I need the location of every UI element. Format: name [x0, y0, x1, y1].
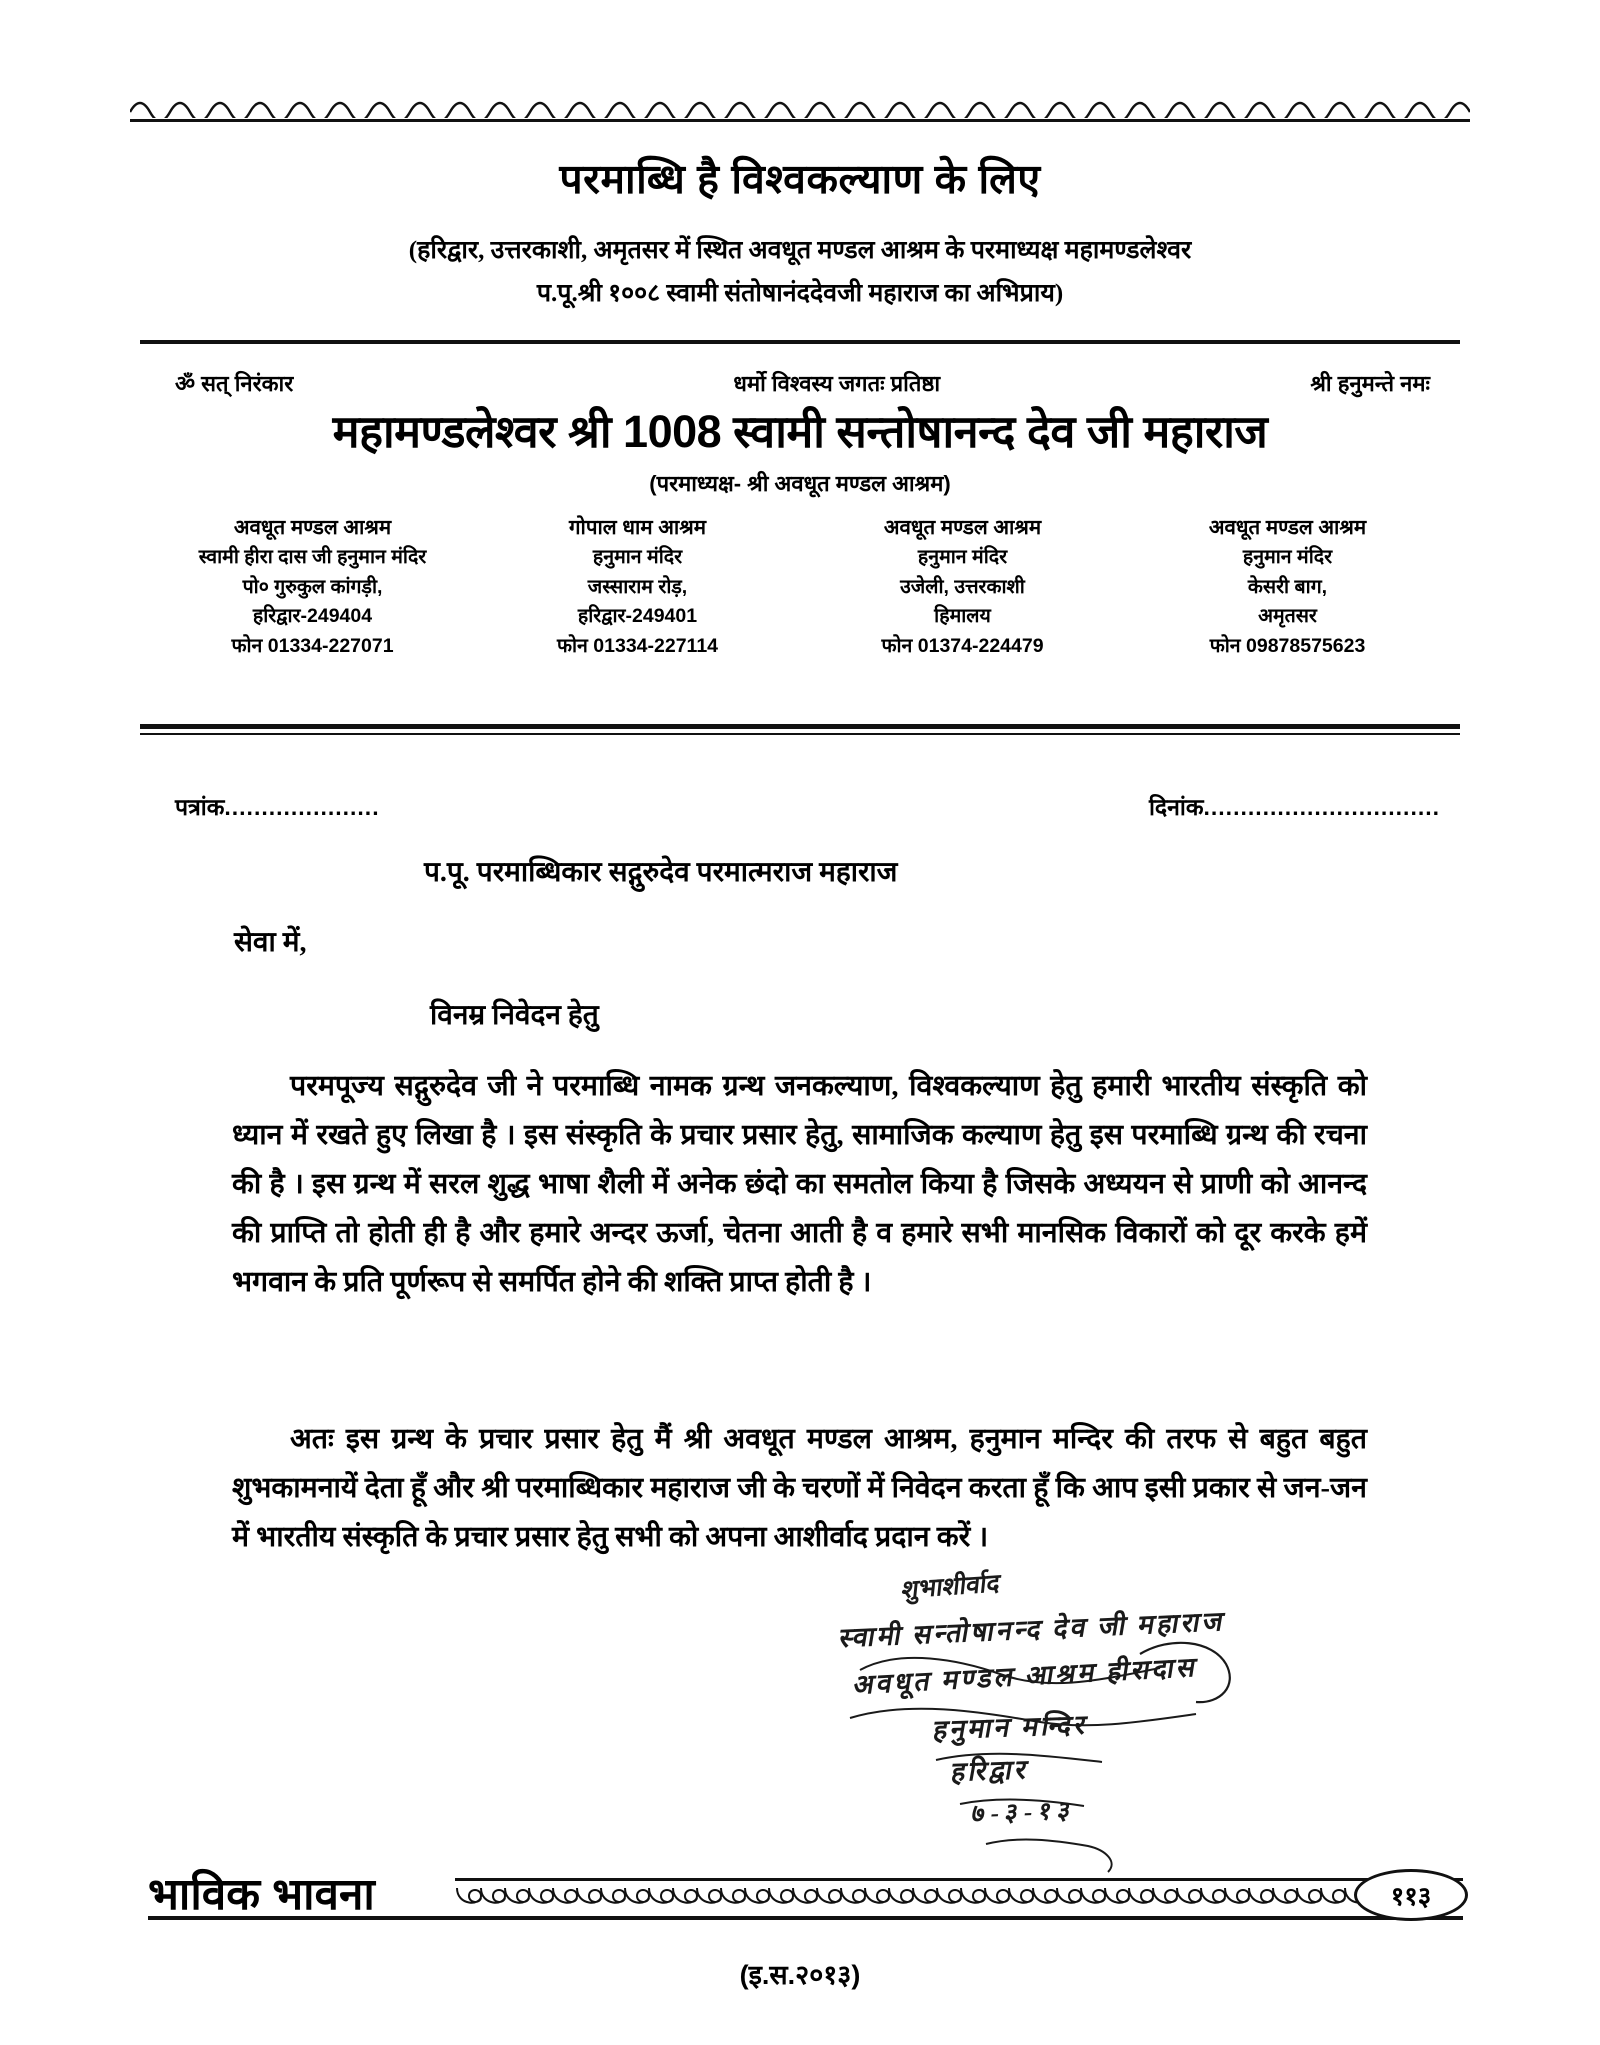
address-column	[1125, 512, 1450, 662]
footer-year: (इ.स.२०१३)	[739, 1960, 861, 1990]
invocation-center: धर्मो विश्वस्य जगतः प्रतिष्ठा	[733, 371, 941, 396]
ashram-line-2: केसरी बाग,	[1247, 575, 1328, 598]
reference-number-label: पत्रांक	[175, 794, 225, 820]
page-subtitle-line-2: प.पू.श्री १००८ स्वामी संतोषानंददेवजी महाराज का अभिप्राय)	[536, 280, 1064, 307]
letterhead-bottom-rule	[140, 724, 1460, 729]
ashram-phone: फोन 09878575623	[1209, 635, 1366, 658]
signature-name: स्वामी सन्तोषानन्द देव जी महाराज	[837, 1606, 1229, 1654]
reference-line	[175, 790, 1440, 822]
footer-rule-top	[455, 1878, 1463, 1881]
letterhead-main-heading: महामण्डलेश्वर श्री 1008 स्वामी सन्तोषानन्द देव जी महाराज	[332, 406, 1268, 457]
date-label: दिनांक	[1148, 794, 1204, 820]
ashram-phone: फोन 01334-227114	[556, 635, 719, 658]
page-title: परमाब्धि है विश्वकल्याण के लिए	[559, 156, 1041, 202]
address-column	[150, 512, 475, 662]
address-column	[800, 512, 1125, 662]
letter-paragraph-1	[232, 1062, 1367, 1307]
ashram-city: हरिद्वार-249404	[252, 605, 373, 628]
letter-paragraph-2-text: अतः इस ग्रन्थ के प्रचार प्रसार हेतु मैं श्री अवधूत मण्डल आश्रम, हनुमान मन्दिर की तरफ से बहुत बहुत शुभकामनायें देता हूँ और श्री परमाब्धिकार महाराज जी के चरणों में निवेदन करता हूँ कि आप इसी प्रकार से जन-जन में भारतीय संस्कृति के प्रचार प्रसार हेतु सभी को अपना आशीर्वाद प्रदान करें ।	[232, 1424, 1367, 1554]
ashram-city: अमृतसर	[1258, 605, 1317, 628]
signature-temple: हनुमान मन्दिर	[931, 1709, 1092, 1746]
reference-number-dots: .....................	[224, 794, 380, 820]
ashram-name: अवधूत मण्डल आश्रम	[233, 516, 392, 539]
date-dots: ................................	[1203, 794, 1440, 820]
footer-rule-bottom	[148, 1916, 1463, 1920]
ashram-name: अवधूत मण्डल आश्रम	[1208, 516, 1367, 539]
signature-city: हरिद्वार	[949, 1754, 1033, 1788]
letter-addressee: प.पू. परमाब्धिकार सद्गुरुदेव परमात्मराज महाराज	[424, 857, 898, 888]
letter-paragraph-1-text: परमपूज्य सद्गुरुदेव जी ने परमाब्धि नामक ग्रन्थ जनकल्याण, विश्वकल्याण हेतु हमारी भारतीय संस्कृति को ध्यान में रखते हुए लिखा है । इस संस्कृति के प्रचार प्रसार हेतु, सामाजिक कल्याण हेतु इस परमाब्धि ग्रन्थ की रचना की है । इस ग्रन्थ में सरल शुद्ध भाषा शैली में अनेक छंदो का समतोल किया है जिसके अध्ययन से प्राणी को आनन्द की प्राप्ति तो होती ही है और हमारे अन्दर ऊर्जा, चेतना आती है व हमारे सभी मानसिक विकारों को दूर करके हमें भगवान के प्रति पूर्णरूप से समर्पित होने की शक्ति प्राप्त होती है ।	[232, 1071, 1367, 1299]
ashram-line-1: हनुमान मंदिर	[1242, 546, 1333, 569]
letter-salutation: सेवा में,	[234, 927, 307, 958]
invocation-right: श्री हनुमन्ते नमः	[1310, 371, 1430, 396]
ashram-line-2: उजेली, उत्तरकाशी	[900, 575, 1025, 598]
letterhead-top-rule	[140, 340, 1460, 344]
signature-date: ७-३-१३	[969, 1797, 1079, 1829]
ashram-phone: फोन 01334-227071	[231, 635, 394, 658]
letterhead-sub-heading: (परमाध्यक्ष- श्री अवधूत मण्डल आश्रम)	[649, 471, 951, 496]
ashram-line-1: हनुमान मंदिर	[917, 546, 1008, 569]
ashram-name: अवधूत मण्डल आश्रम	[883, 516, 1042, 539]
handwritten-signature-block	[837, 1570, 1360, 1870]
footer-brand: भाविक भावना	[148, 1870, 375, 1919]
letter-subject: विनम्र निवेदन हेतु	[430, 1000, 599, 1031]
letterhead-bottom-rule-thin	[140, 733, 1460, 735]
ashram-line-1: स्वामी हीरा दास जी हनुमान मंदिर	[198, 546, 427, 569]
ashram-city: हरिद्वार-249401	[577, 605, 698, 628]
ashram-phone: फोन 01374-224479	[881, 635, 1044, 658]
ashram-line-2: जस्साराम रोड़,	[587, 575, 688, 598]
date-field	[1149, 790, 1440, 822]
page-subtitle-line-1: (हरिद्वार, उत्तरकाशी, अमृतसर में स्थित अवधूत मण्डल आश्रम के परमाध्यक्ष महामण्डलेश्वर	[408, 237, 1192, 264]
ashram-city: हिमालय	[934, 605, 991, 628]
ashram-line-2: पो० गुरुकुल कांगड़ी,	[242, 575, 383, 598]
page-number-badge: ११३	[1354, 1869, 1468, 1921]
signature-ashram: अवधूत मण्डल आश्रम हीरादास	[851, 1651, 1202, 1701]
letterhead-address-grid	[150, 512, 1450, 662]
letterhead-invocation-row	[175, 368, 1430, 398]
ashram-line-1: हनुमान मंदिर	[592, 546, 683, 569]
reference-number-field	[175, 790, 380, 822]
signature-blessing: शुभाशीर्वाद	[900, 1570, 1002, 1605]
invocation-left: ॐ सत् निरंकार	[175, 371, 294, 396]
letter-paragraph-2	[232, 1415, 1367, 1562]
address-column	[475, 512, 800, 662]
ashram-name: गोपाल धाम आश्रम	[569, 516, 706, 539]
footer-scroll-decoration	[455, 1884, 1463, 1914]
top-horizontal-rule	[130, 119, 1470, 122]
top-wave-decoration	[130, 92, 1470, 118]
